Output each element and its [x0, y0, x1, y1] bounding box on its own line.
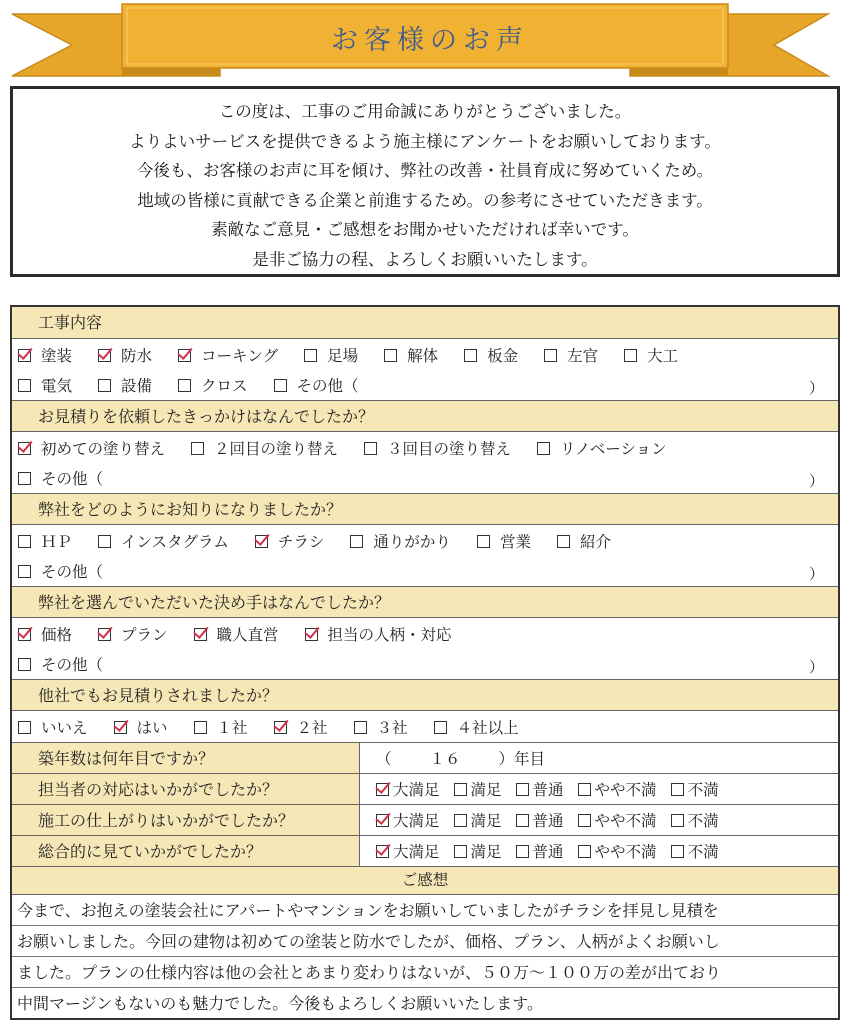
intro-line: 地域の皆様に貢献できる企業と前進するため。の参考にさせていただきます。	[137, 190, 713, 210]
option-label: その他（	[296, 377, 359, 395]
q6-label: 築年数は何年目ですか？	[38, 749, 215, 768]
checked-checkbox[interactable]	[18, 349, 31, 362]
rating-label: 担当者の対応はいかがでしたか？	[38, 780, 279, 799]
option-label: 不満	[687, 843, 719, 861]
option-label: 初めての塗り替え	[41, 440, 166, 458]
option-item[interactable]	[114, 716, 168, 738]
option-item[interactable]	[516, 778, 564, 800]
checkbox[interactable]	[350, 535, 363, 548]
option-label: 職人直営	[216, 626, 279, 644]
checkbox[interactable]	[671, 783, 684, 796]
checkbox[interactable]	[98, 535, 111, 548]
banner-title: お客様のお声	[331, 25, 529, 56]
checkbox[interactable]	[516, 814, 529, 827]
option-label: 防水	[121, 347, 153, 365]
option-item[interactable]	[18, 560, 103, 582]
q5-header	[12, 679, 838, 710]
option-item[interactable]	[178, 374, 248, 396]
q1-options	[12, 338, 838, 400]
option-item[interactable]	[274, 374, 359, 396]
q6-suffix: ）年目	[498, 750, 546, 768]
rating-options	[360, 836, 838, 866]
q5-options	[12, 710, 838, 742]
comments-header	[12, 866, 838, 894]
option-label: その他（	[41, 470, 104, 488]
title-banner	[0, 0, 850, 86]
q2-options	[12, 431, 838, 493]
checkbox[interactable]	[274, 379, 287, 392]
q4-line2	[18, 650, 832, 678]
checkbox[interactable]	[557, 535, 570, 548]
comment-line: 中間マージンもないのも魅力でした。今後もよろしくお願いいたします。	[17, 994, 544, 1013]
option-item[interactable]	[557, 530, 611, 552]
option-label: 紹介	[579, 533, 611, 551]
checkbox[interactable]	[578, 845, 591, 858]
intro-line: 今後も、お客様のお声に耳を傾け、弊社の改善・社員育成に努めていくため。	[136, 161, 714, 180]
survey-form	[10, 305, 840, 1020]
option-label: 普通	[532, 812, 564, 830]
option-item[interactable]	[304, 344, 358, 366]
option-item[interactable]	[516, 840, 564, 862]
q2-line2	[18, 464, 832, 492]
q4-close: ）	[808, 658, 824, 676]
checkbox[interactable]	[516, 783, 529, 796]
q4-header	[12, 586, 838, 617]
q4-line1	[18, 620, 832, 648]
q2-label: お見積りを依頼したきっかけはなんでしたか？	[38, 407, 375, 426]
q6-label-cell	[12, 743, 360, 773]
q6-row	[12, 742, 838, 773]
checkbox[interactable]	[516, 845, 529, 858]
checkbox[interactable]	[454, 845, 467, 858]
q6-value: １６	[429, 750, 461, 768]
checkbox[interactable]	[384, 349, 397, 362]
intro-line: よりよいサービスを提供できるよう施主様にアンケートをお願いしております。	[129, 131, 721, 151]
option-item[interactable]	[18, 716, 88, 738]
checkbox[interactable]	[434, 721, 447, 734]
option-item[interactable]	[434, 716, 519, 738]
option-label: １社	[216, 719, 248, 737]
option-label: ２回目の塗り替え	[214, 440, 339, 458]
checkbox[interactable]	[671, 845, 684, 858]
option-item[interactable]	[454, 778, 502, 800]
option-item[interactable]	[98, 344, 152, 366]
option-label: ４社以上	[456, 719, 519, 737]
option-label: 大満足	[393, 781, 440, 799]
intro-box	[10, 86, 840, 277]
option-label: 大満足	[393, 843, 440, 861]
checkbox[interactable]	[364, 442, 377, 455]
checkbox[interactable]	[18, 535, 31, 548]
option-item[interactable]	[18, 467, 103, 489]
checked-checkbox[interactable]	[376, 783, 389, 796]
option-label: プラン	[121, 626, 168, 644]
checkbox[interactable]	[671, 814, 684, 827]
option-label: 不満	[687, 812, 719, 830]
checkbox[interactable]	[191, 442, 204, 455]
option-label: コーキング	[201, 347, 279, 365]
checked-checkbox[interactable]	[18, 442, 31, 455]
checkbox[interactable]	[304, 349, 317, 362]
checkbox[interactable]	[454, 783, 467, 796]
checkbox[interactable]	[624, 349, 637, 362]
option-item[interactable]	[544, 344, 598, 366]
option-item[interactable]	[350, 530, 451, 552]
checkbox[interactable]	[18, 565, 31, 578]
rating-row	[12, 773, 838, 804]
option-item[interactable]	[376, 840, 440, 862]
checked-checkbox[interactable]	[376, 845, 389, 858]
option-item[interactable]	[18, 344, 72, 366]
option-item[interactable]	[98, 374, 152, 396]
q3-header	[12, 493, 838, 524]
checkbox[interactable]	[178, 379, 191, 392]
checkbox[interactable]	[464, 349, 477, 362]
option-label: 大満足	[393, 812, 440, 830]
checked-checkbox[interactable]	[98, 349, 111, 362]
option-item[interactable]	[305, 623, 452, 645]
option-label: その他（	[41, 563, 104, 581]
option-item[interactable]	[255, 530, 325, 552]
option-label: ２社	[296, 719, 328, 737]
option-label: ３社	[376, 719, 408, 737]
option-label: その他（	[41, 656, 104, 674]
option-item[interactable]	[364, 437, 511, 459]
option-item[interactable]	[464, 344, 518, 366]
intro-line: 素敵なご意見・ご感想をお聞かせいただければ幸いです。	[211, 220, 639, 239]
option-label: リノベーション	[560, 440, 667, 458]
checked-checkbox[interactable]	[194, 628, 207, 641]
option-item[interactable]	[671, 809, 719, 831]
checked-checkbox[interactable]	[305, 628, 318, 641]
q3-line1	[18, 527, 832, 555]
option-item[interactable]	[376, 809, 440, 831]
q3-options	[12, 524, 838, 586]
checkbox[interactable]	[354, 721, 367, 734]
option-label: 満足	[470, 843, 502, 861]
option-item[interactable]	[516, 809, 564, 831]
q1-label: 工事内容	[38, 313, 103, 332]
option-label: 不満	[687, 781, 719, 799]
option-item[interactable]	[194, 623, 279, 645]
option-item[interactable]	[578, 809, 657, 831]
q5-line1	[18, 713, 832, 741]
option-label: やや不満	[594, 781, 657, 799]
option-item[interactable]	[18, 374, 72, 396]
option-label: やや不満	[594, 843, 657, 861]
rating-row	[12, 835, 838, 866]
option-item[interactable]	[354, 716, 408, 738]
checkbox[interactable]	[18, 379, 31, 392]
option-item[interactable]	[671, 778, 719, 800]
rating-label-cell	[12, 774, 360, 804]
rating-label: 施工の仕上がりはいかがでしたか？	[38, 811, 295, 830]
checkbox[interactable]	[18, 472, 31, 485]
option-label: 足場	[327, 347, 359, 365]
option-item[interactable]	[578, 778, 657, 800]
comment-line: 今まで、お抱えの塗装会社にアパートやマンションをお願いしていましたがチラシを拝見し見積を	[12, 895, 838, 926]
option-item[interactable]	[454, 840, 502, 862]
q3-line2	[18, 557, 832, 585]
option-label: 普通	[532, 781, 564, 799]
checked-checkbox[interactable]	[376, 814, 389, 827]
option-item[interactable]	[537, 437, 667, 459]
option-item[interactable]	[191, 437, 338, 459]
option-item[interactable]	[376, 778, 440, 800]
option-label: 価格	[41, 626, 73, 644]
option-item[interactable]	[194, 716, 248, 738]
checked-checkbox[interactable]	[114, 721, 127, 734]
q3-label: 弊社をどのようにお知りになりましたか？	[38, 500, 343, 519]
option-item[interactable]	[98, 623, 168, 645]
option-label: ３回目の塗り替え	[387, 440, 512, 458]
rating-options	[360, 805, 838, 835]
q1-line1	[18, 341, 832, 369]
comment-line: ました。プランの仕様内容は他の会社とあまり変わりはないが、５０万～１００万の差が出ており	[12, 957, 838, 988]
checkbox[interactable]	[18, 721, 31, 734]
option-label: はい	[136, 719, 168, 737]
option-item[interactable]	[18, 530, 72, 552]
q6-answer-cell	[360, 743, 838, 773]
option-label: 担当の人柄・対応	[327, 626, 452, 644]
q1-header	[12, 307, 838, 338]
option-label: 大工	[647, 347, 679, 365]
q4-options	[12, 617, 838, 679]
option-item[interactable]	[477, 530, 531, 552]
checkbox[interactable]	[18, 658, 31, 671]
option-label: 電気	[41, 377, 73, 395]
option-item[interactable]	[178, 344, 278, 366]
checked-checkbox[interactable]	[18, 628, 31, 641]
checkbox[interactable]	[194, 721, 207, 734]
rating-row	[12, 804, 838, 835]
option-item[interactable]	[18, 623, 72, 645]
option-label: 通りがかり	[373, 533, 451, 551]
option-item[interactable]	[274, 716, 328, 738]
q1-line2	[18, 371, 832, 399]
checkbox[interactable]	[98, 379, 111, 392]
q3-close: ）	[808, 565, 824, 583]
comments-label: ご感想	[401, 871, 449, 889]
rating-label-cell	[12, 836, 360, 866]
comments-body	[12, 894, 838, 1020]
q5-label: 他社でもお見積りされましたか？	[38, 686, 279, 705]
option-label: 塗装	[41, 347, 73, 365]
rating-label-cell	[12, 805, 360, 835]
option-item[interactable]	[384, 344, 438, 366]
option-item[interactable]	[98, 530, 229, 552]
option-label: 満足	[470, 812, 502, 830]
option-label: 満足	[470, 781, 502, 799]
option-label: 解体	[407, 347, 439, 365]
option-label: やや不満	[594, 812, 657, 830]
option-label: いいえ	[41, 719, 88, 737]
comment-line: お願いしました。今回の建物は初めての塗装と防水でしたが、価格、プラン、人柄がよくお願いし	[12, 926, 838, 957]
rating-options	[360, 774, 838, 804]
option-label: 設備	[121, 377, 153, 395]
option-label: チラシ	[277, 533, 325, 551]
option-item[interactable]	[578, 840, 657, 862]
checked-checkbox[interactable]	[178, 349, 191, 362]
q2-header	[12, 400, 838, 431]
option-item[interactable]	[454, 809, 502, 831]
option-item[interactable]	[624, 344, 678, 366]
option-label: 左官	[567, 347, 599, 365]
checkbox[interactable]	[578, 783, 591, 796]
checkbox[interactable]	[477, 535, 490, 548]
q2-line1	[18, 434, 832, 462]
q1-close: ）	[808, 379, 824, 397]
option-label: インスタグラム	[121, 533, 229, 551]
checkbox[interactable]	[578, 814, 591, 827]
q4-label: 弊社を選んでいただいた決め手はなんでしたか？	[38, 593, 391, 612]
q2-close: ）	[808, 472, 824, 490]
option-label: 普通	[532, 843, 564, 861]
intro-line: 是非ご協力の程、よろしくお願いいたします。	[252, 249, 598, 269]
intro-line: この度は、工事のご用命誠にありがとうございました。	[218, 102, 632, 121]
option-label: 営業	[499, 533, 531, 551]
checked-checkbox[interactable]	[274, 721, 287, 734]
checkbox[interactable]	[454, 814, 467, 827]
checkbox[interactable]	[544, 349, 557, 362]
q6-open: （	[376, 750, 392, 768]
checkbox[interactable]	[537, 442, 550, 455]
rating-label: 総合的に見ていかがでしたか？	[38, 842, 263, 861]
option-label: 板金	[487, 347, 519, 365]
option-label: クロス	[201, 377, 248, 395]
option-item[interactable]	[671, 840, 719, 862]
option-item[interactable]	[18, 437, 165, 459]
checked-checkbox[interactable]	[255, 535, 268, 548]
option-label: ＨＰ	[41, 533, 73, 551]
checked-checkbox[interactable]	[98, 628, 111, 641]
option-item[interactable]	[18, 653, 103, 675]
